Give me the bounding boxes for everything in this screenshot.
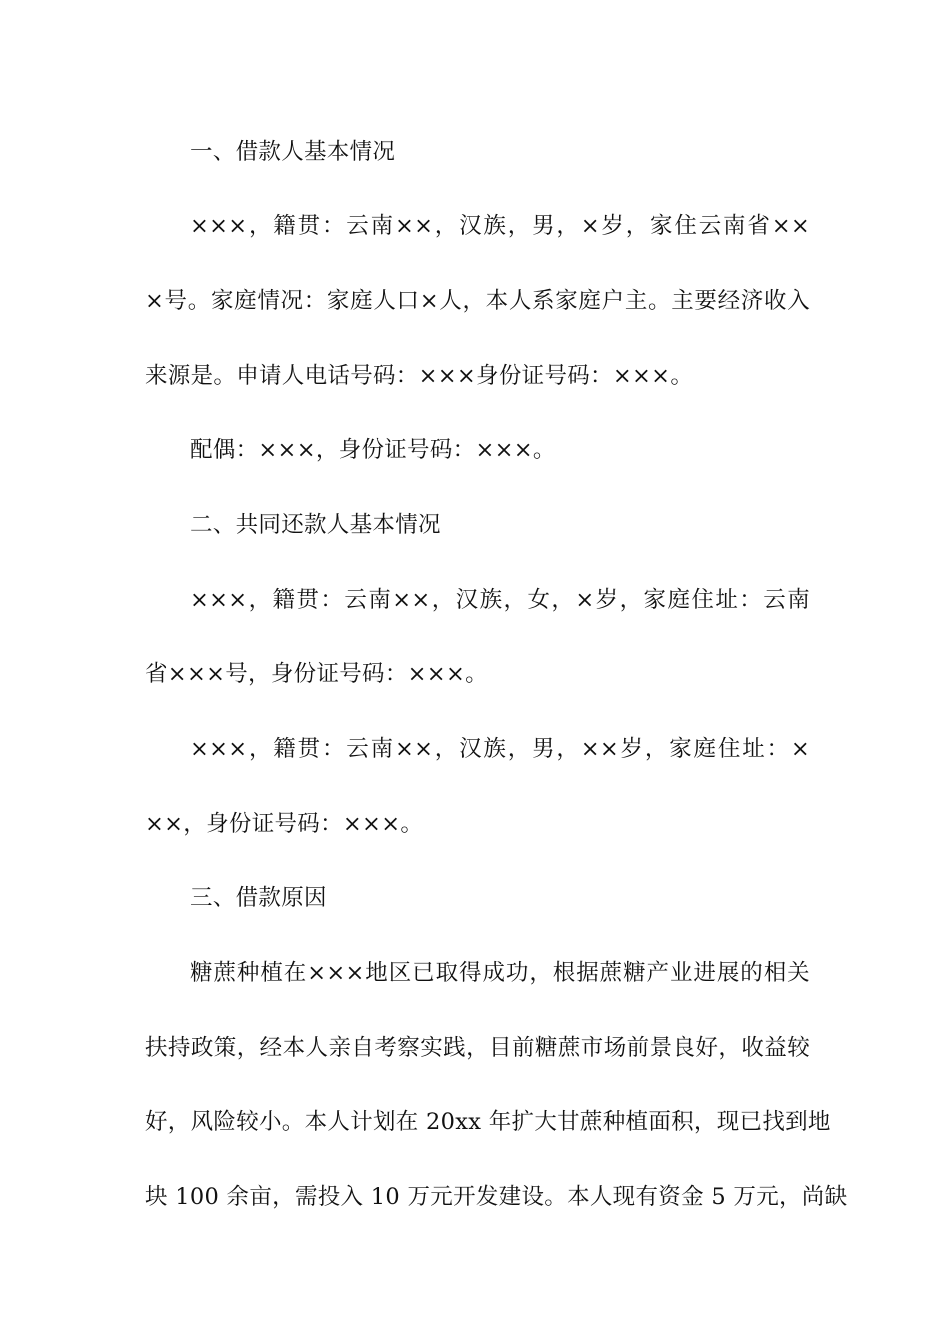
paragraph-line: ×××，籍贯：云南××，汉族，男，×岁，家住云南省×× [190, 213, 810, 239]
section-heading-co-borrower: 二、共同还款人基本情况 [190, 512, 441, 538]
section-heading-borrower: 一、借款人基本情况 [190, 139, 396, 165]
paragraph-line: 省×××号，身份证号码：×××。 [145, 661, 488, 687]
paragraph-line: ×号。家庭情况：家庭人口×人，本人系家庭户主。主要经济收入 [145, 288, 810, 314]
paragraph-line: 块 100 余亩，需投入 10 万元开发建设。本人现有资金 5 万元，尚缺 [145, 1184, 848, 1210]
section-heading-loan-reason: 三、借款原因 [190, 885, 327, 911]
paragraph-line: 好，风险较小。本人计划在 20xx 年扩大甘蔗种植面积，现已找到地 [145, 1109, 831, 1135]
paragraph-line: 来源是。申请人电话号码：×××身份证号码：×××。 [145, 363, 694, 389]
paragraph-line: ×××，籍贯：云南××，汉族，女，×岁，家庭住址：云南 [190, 587, 810, 613]
paragraph-line: 糖蔗种植在×××地区已取得成功，根据蔗糖产业进展的相关 [190, 960, 810, 986]
paragraph-line: 扶持政策，经本人亲自考察实践，目前糖蔗市场前景良好，收益较 [145, 1035, 810, 1061]
paragraph-line: 配偶：×××，身份证号码：×××。 [190, 437, 556, 463]
paragraph-line: ××，身份证号码：×××。 [145, 811, 424, 837]
paragraph-line: ×××，籍贯：云南××，汉族，男，××岁，家庭住址：× [190, 736, 810, 762]
